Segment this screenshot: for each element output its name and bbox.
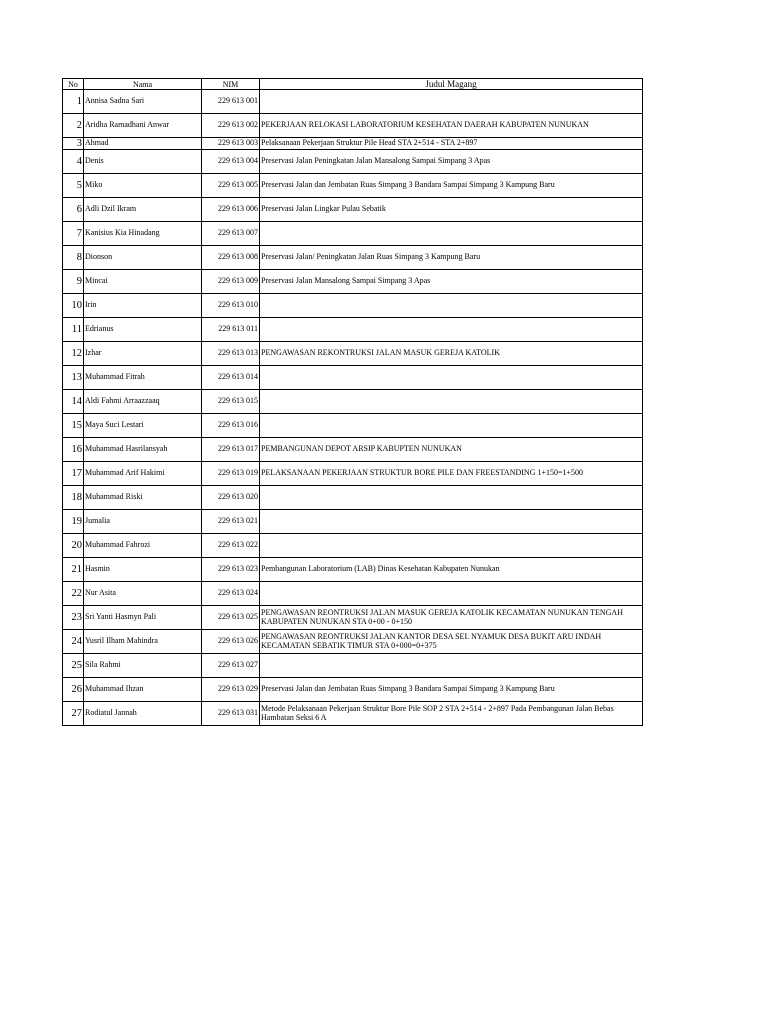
cell-nama: Sila Rahmi [84,654,202,678]
cell-judul: Preservasi Jalan/ Peningkatan Jalan Ruas Simpang 3 Kampung Baru [260,246,643,270]
cell-no: 11 [63,318,84,342]
cell-nama: Izhar [84,342,202,366]
cell-nim: 229 613 026 [202,630,260,654]
cell-judul [260,366,643,390]
cell-judul [260,654,643,678]
table-row [63,90,643,114]
cell-nama: Rodiatul Jannah [84,702,202,726]
cell-nim: 229 613 001 [202,90,260,114]
cell-nim: 229 613 002 [202,114,260,138]
cell-nim: 229 613 017 [202,438,260,462]
cell-judul: PELAKSANAAN PEKERJAAN STRUKTUR BORE PILE DAN FREESTANDING 1+150=1+500 [260,462,643,486]
cell-nama: Dionson [84,246,202,270]
cell-nim: 229 613 014 [202,366,260,390]
cell-judul: PENGAWASAN REONTRUKSI JALAN MASUK GEREJA KATOLIK KECAMATAN NUNUKAN TENGAH KABUPATEN NUNUKAN STA 0+00 - 0+150 [260,606,643,630]
table-row [63,438,643,462]
cell-judul [260,414,643,438]
cell-nama: Denis [84,150,202,174]
cell-judul: Pembangunan Laboratorium (LAB) Dinas Kesehatan Kabupaten Nunukan [260,558,643,582]
table-row [63,390,643,414]
cell-no: 25 [63,654,84,678]
table-row [63,294,643,318]
cell-nama: Muhammad Riski [84,486,202,510]
cell-no: 7 [63,222,84,246]
cell-no: 8 [63,246,84,270]
cell-judul [260,510,643,534]
cell-judul: Preservasi Jalan dan Jembatan Ruas Simpang 3 Bandara Sampai Simpang 3 Kampung Baru [260,678,643,702]
students-internship-table [62,78,643,726]
cell-nama: Muhammad Hasrilansyah [84,438,202,462]
cell-judul: Preservasi Jalan Mansalong Sampai Simpang 3 Apas [260,270,643,294]
table-row [63,630,643,654]
cell-nama: Irin [84,294,202,318]
cell-nim: 229 613 011 [202,318,260,342]
cell-judul: PENGAWASAN REONTRUKSI JALAN KANTOR DESA SEI. NYAMUK DESA BUKIT ARU INDAH KECAMATAN SEBATIK TIMUR STA 0+000=0+375 [260,630,643,654]
cell-judul [260,318,643,342]
table-row [63,486,643,510]
cell-no: 26 [63,678,84,702]
cell-nim: 229 613 007 [202,222,260,246]
cell-nama: Annisa Sadna Sari [84,90,202,114]
table-body [63,90,643,726]
cell-nama: Muhammad Ihzan [84,678,202,702]
cell-judul: Metode Pelaksanaan Pekerjaan Struktur Bore Pile SOP 2 STA 2+514 - 2+897 Pada Pembangunan Jalan Bebas Hambatan Seksi 6 A [260,702,643,726]
cell-nim: 229 613 016 [202,414,260,438]
cell-nim: 229 613 015 [202,390,260,414]
cell-nim: 229 613 009 [202,270,260,294]
cell-no: 22 [63,582,84,606]
cell-judul [260,486,643,510]
cell-no: 17 [63,462,84,486]
cell-judul: Preservasi Jalan Lingkar Pulau Sebatik [260,198,643,222]
table-row [63,342,643,366]
cell-no: 16 [63,438,84,462]
cell-no: 18 [63,486,84,510]
cell-nim: 229 613 027 [202,654,260,678]
header-nama: Nama [84,79,202,90]
cell-judul: PENGAWASAN REKONTRUKSI JALAN MASUK GEREJA KATOLIK [260,342,643,366]
cell-judul: Pelaksanaan Pekerjaan Struktur Pile Head STA 2+514 - STA 2+897 [260,138,643,150]
cell-nama: Sri Yanti Hasmyn Pali [84,606,202,630]
cell-nama: Muhammad Fahrozi [84,534,202,558]
cell-no: 3 [63,138,84,150]
cell-nama: Aldi Fahmi Arraazzaaq [84,390,202,414]
cell-judul: Preservasi Jalan Peningkatan Jalan Mansalong Sampai Simpang 3 Apas [260,150,643,174]
table-row [63,558,643,582]
cell-judul [260,534,643,558]
cell-no: 2 [63,114,84,138]
cell-no: 14 [63,390,84,414]
cell-judul [260,390,643,414]
header-nim: NIM [202,79,260,90]
table-row [63,246,643,270]
table-row [63,534,643,558]
cell-no: 1 [63,90,84,114]
table-row [63,198,643,222]
table-row [63,114,643,138]
header-no: No [63,79,84,90]
table-row [63,270,643,294]
table-row [63,654,643,678]
cell-judul [260,90,643,114]
cell-nim: 229 613 024 [202,582,260,606]
cell-nim: 229 613 021 [202,510,260,534]
header-judul: Judul Magang [260,79,643,90]
cell-judul: Preservasi Jalan dan Jembatan Ruas Simpang 3 Bandara Sampai Simpang 3 Kampung Baru [260,174,643,198]
table-row [63,510,643,534]
table-row [63,702,643,726]
table-row [63,366,643,390]
table-row [63,318,643,342]
table-row [63,582,643,606]
cell-no: 4 [63,150,84,174]
cell-no: 6 [63,198,84,222]
cell-nim: 229 613 010 [202,294,260,318]
cell-nim: 229 613 019 [202,462,260,486]
cell-nim: 229 613 013 [202,342,260,366]
cell-nama: Nur Asita [84,582,202,606]
cell-nama: Kanisius Kia Hinadang [84,222,202,246]
cell-no: 20 [63,534,84,558]
cell-judul: PEMBANGUNAN DEPOT ARSIP KABUPTEN NUNUKAN [260,438,643,462]
cell-no: 27 [63,702,84,726]
cell-nama: Hasmin [84,558,202,582]
cell-no: 5 [63,174,84,198]
cell-no: 12 [63,342,84,366]
cell-nama: Edrianus [84,318,202,342]
cell-judul: PEKERJAAN RELOKASI LABORATORIUM KESEHATAN DAERAH KABUPATEN NUNUKAN [260,114,643,138]
cell-nama: Aridha Ramadhani Anwar [84,114,202,138]
header-row [63,79,643,90]
cell-nim: 229 613 029 [202,678,260,702]
table-row [63,462,643,486]
cell-judul [260,222,643,246]
cell-nama: Yusril Ilham Mahindra [84,630,202,654]
cell-nama: Adli Dzil Ikram [84,198,202,222]
cell-nama: Maya Suci Lestari [84,414,202,438]
table-row [63,138,643,150]
cell-nama: Jumalia [84,510,202,534]
cell-nama: Muhammad Fitrah [84,366,202,390]
cell-nim: 229 613 023 [202,558,260,582]
table-row [63,606,643,630]
cell-nim: 229 613 025 [202,606,260,630]
cell-nim: 229 613 003 [202,138,260,150]
cell-no: 21 [63,558,84,582]
cell-no: 23 [63,606,84,630]
cell-no: 9 [63,270,84,294]
cell-nim: 229 613 006 [202,198,260,222]
cell-nim: 229 613 005 [202,174,260,198]
cell-no: 15 [63,414,84,438]
cell-nim: 229 613 031 [202,702,260,726]
table-row [63,414,643,438]
cell-nama: Ahmad [84,138,202,150]
cell-nama: Muhammad Arif Hakimi [84,462,202,486]
table-row [63,222,643,246]
table-row [63,150,643,174]
cell-no: 19 [63,510,84,534]
table-row [63,678,643,702]
cell-nim: 229 613 004 [202,150,260,174]
cell-judul [260,294,643,318]
table-row [63,174,643,198]
cell-nim: 229 613 008 [202,246,260,270]
cell-nama: Mincai [84,270,202,294]
cell-judul [260,582,643,606]
cell-nim: 229 613 022 [202,534,260,558]
cell-no: 24 [63,630,84,654]
cell-no: 10 [63,294,84,318]
cell-no: 13 [63,366,84,390]
cell-nama: Miko [84,174,202,198]
cell-nim: 229 613 020 [202,486,260,510]
